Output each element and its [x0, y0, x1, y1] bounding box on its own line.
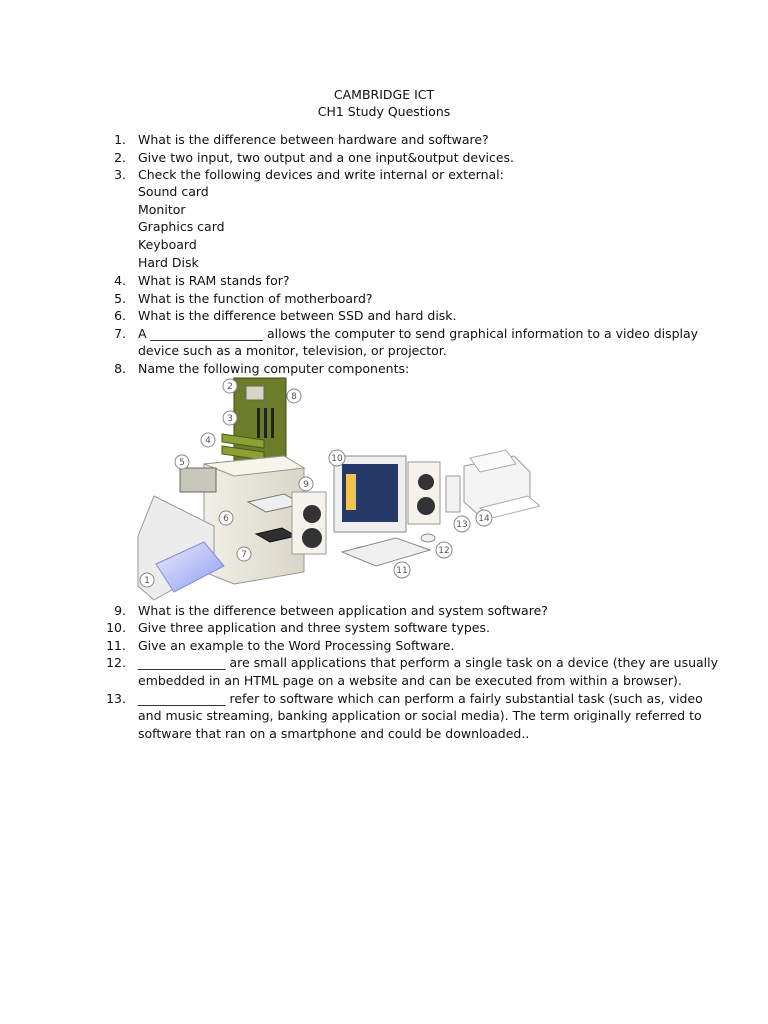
question-text: and music streaming, banking application or social media). The term originally referred to [138, 708, 702, 723]
device-item: Graphics card [138, 219, 225, 234]
question-number: 10. [106, 620, 126, 635]
question-text: Give three application and three system software types. [138, 620, 490, 635]
question-number: 11. [106, 638, 126, 653]
figure-label-11 [394, 562, 410, 578]
document-subtitle: CH1 Study Questions [317, 104, 451, 119]
svg-text:13: 13 [456, 520, 468, 530]
computer-components-figure [134, 376, 540, 602]
svg-text:1: 1 [144, 576, 150, 586]
question-text: Name the following computer components: [138, 361, 410, 376]
document-title: CAMBRIDGE ICT [333, 87, 435, 102]
figure-label-3 [223, 411, 237, 425]
figure-label-5 [175, 455, 189, 469]
question-text: software that ran on a smartphone and could be downloaded.. [138, 726, 530, 741]
figure-label-4 [201, 433, 215, 447]
question-text: What is the function of motherboard? [138, 291, 373, 306]
question-number: 1. [114, 132, 126, 147]
svg-text:5: 5 [179, 458, 185, 468]
figure-label-12 [436, 542, 452, 558]
figure-label-13 [454, 516, 470, 532]
figure-label-7 [237, 547, 251, 561]
figure-label-14 [476, 510, 492, 526]
question-number: 6. [114, 308, 126, 323]
svg-text:14: 14 [478, 514, 490, 524]
figure-label-6 [219, 511, 233, 525]
question-text: What is RAM stands for? [138, 273, 290, 288]
figure-label-10 [329, 450, 345, 466]
device-item: Sound card [138, 184, 209, 199]
question-text: What is the difference between application and system software? [138, 603, 548, 618]
figure-label-9 [299, 477, 313, 491]
keyboard-shape [342, 538, 430, 566]
question-number: 2. [114, 150, 126, 165]
svg-text:7: 7 [241, 550, 247, 560]
svg-text:12: 12 [438, 546, 450, 556]
svg-text:8: 8 [291, 392, 297, 402]
question-text: A __________________ allows the computer to send graphical information to a video display [138, 326, 699, 341]
figure-label-8 [287, 389, 301, 403]
question-text: Give an example to the Word Processing Software. [138, 638, 455, 653]
question-number: 3. [114, 167, 126, 182]
question-number: 5. [114, 291, 126, 306]
device-item: Hard Disk [138, 255, 199, 270]
svg-text:3: 3 [227, 414, 233, 424]
svg-text:6: 6 [223, 514, 229, 524]
question-text: What is the difference between hardware and software? [138, 132, 489, 147]
question-text: ______________ refer to software which can perform a fairly substantial task (such as, video [138, 691, 703, 706]
figure-label-2 [223, 379, 237, 393]
svg-text:4: 4 [205, 436, 211, 446]
question-number: 4. [114, 273, 126, 288]
figure-label-1 [140, 573, 154, 587]
device-item: Monitor [138, 202, 186, 217]
question-text: embedded in an HTML page on a website and can be executed from within a browser). [138, 673, 682, 688]
question-number: 7. [114, 326, 126, 341]
svg-text:2: 2 [227, 382, 233, 392]
question-number: 12. [106, 655, 126, 670]
question-number: 8. [114, 361, 126, 376]
svg-text:11: 11 [396, 566, 408, 576]
question-text: What is the difference between SSD and hard disk. [138, 308, 457, 323]
question-text: Give two input, two output and a one input&output devices. [138, 150, 515, 165]
device-item: Keyboard [138, 237, 197, 252]
svg-text:9: 9 [303, 480, 309, 490]
question-number: 9. [114, 603, 126, 618]
question-text: Check the following devices and write internal or external: [138, 167, 504, 182]
svg-text:10: 10 [331, 454, 343, 464]
question-text: device such as a monitor, television, or projector. [138, 343, 447, 358]
question-text: ______________ are small applications that perform a single task on a device (they are usually [138, 655, 719, 670]
question-number: 13. [106, 691, 126, 706]
